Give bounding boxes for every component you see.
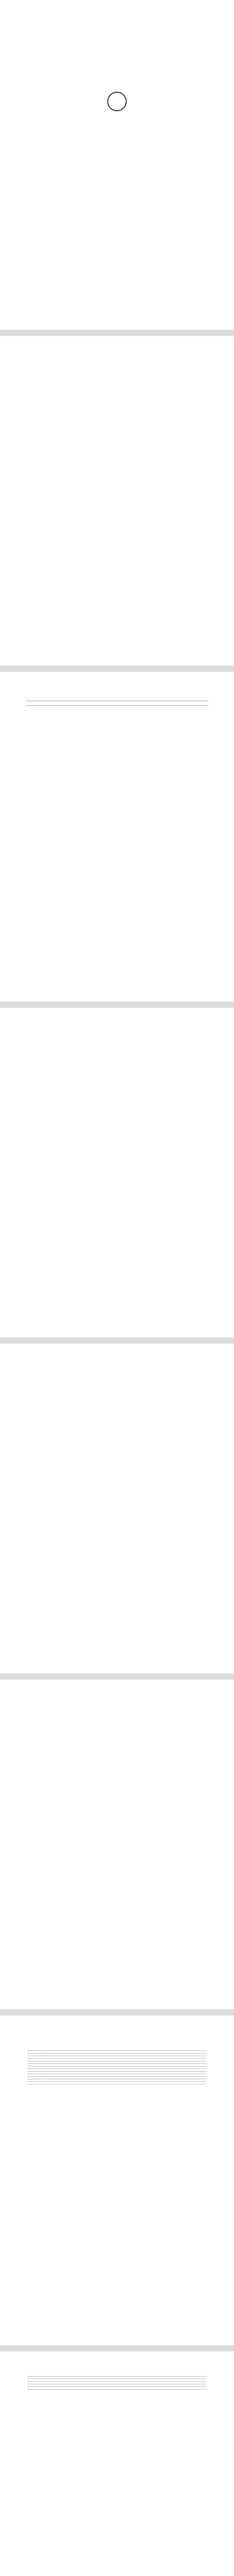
cover-page [0, 0, 234, 330]
summary-list-continued [26, 2376, 208, 2392]
epigraph-page [0, 1344, 234, 1673]
council-left-column [26, 1032, 112, 1036]
toc-leader-dots [28, 2381, 206, 2382]
toc-leader-dots [28, 2076, 206, 2077]
toc-leader-dots [28, 2386, 206, 2387]
toc-leader-dots [28, 2063, 206, 2064]
summary-list [26, 2050, 208, 2087]
toc-leader-dots [28, 2058, 206, 2059]
summary-page [0, 2015, 234, 2345]
toc-entry[interactable] [26, 2084, 208, 2087]
acknowledgements-page [0, 1680, 234, 2009]
council-page [0, 1008, 234, 1337]
toc-leader-dots [28, 2050, 206, 2051]
toc-leader-dots [28, 2053, 206, 2054]
council-columns [26, 1032, 208, 1036]
title-page [0, 336, 234, 666]
toc-leader-dots [28, 2081, 206, 2082]
summary-page-continued [0, 2351, 234, 2576]
catalog-block [26, 701, 208, 706]
catalog-page [0, 672, 234, 1002]
divider [26, 705, 208, 706]
toc-entry[interactable] [26, 2389, 208, 2392]
toc-leader-dots [28, 2071, 206, 2072]
publisher-logo-icon [107, 92, 127, 111]
council-right-column [122, 1032, 208, 1036]
toc-leader-dots [28, 2376, 206, 2377]
